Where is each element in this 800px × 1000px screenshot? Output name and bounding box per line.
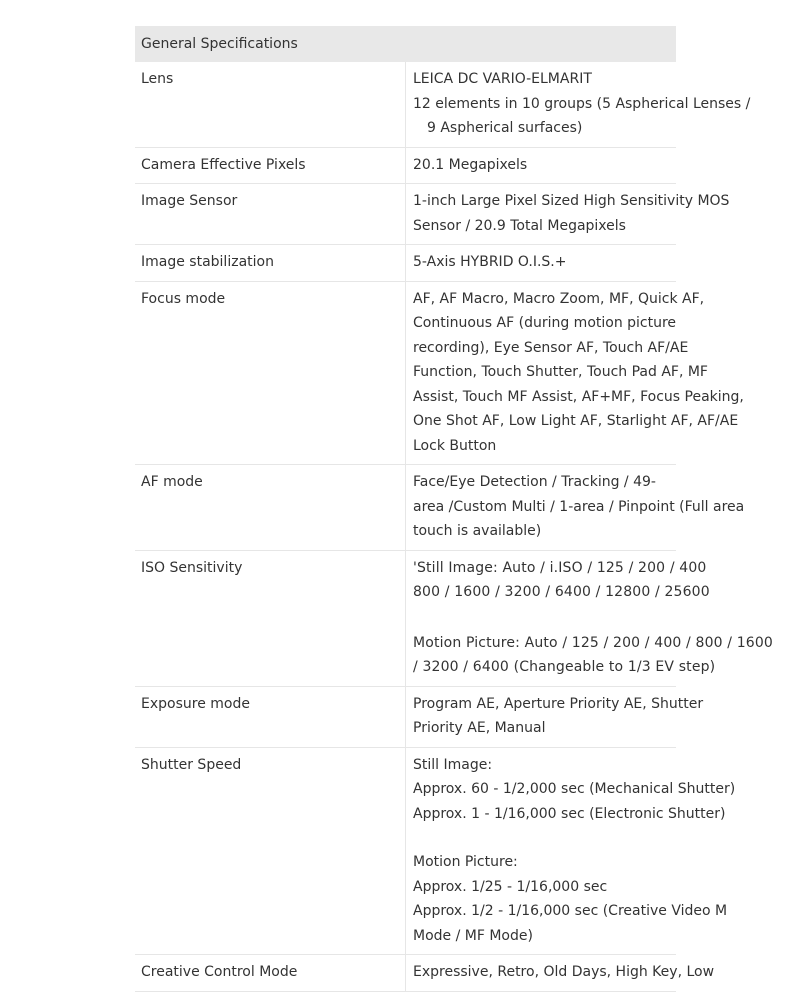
spec-value <box>406 147 677 184</box>
spec-value-line: 5-Axis HYBRID O.I.S.+ <box>413 254 567 270</box>
spec-row-exposure-mode <box>135 686 676 747</box>
spec-value <box>406 747 736 955</box>
spec-value-line: Motion Picture: Auto / 125 / 200 / 400 / 800 / 1600 <box>413 634 773 651</box>
spec-value-line: 20.1 Megapixels <box>413 156 528 173</box>
spec-value <box>406 550 773 686</box>
spec-label: Camera Effective Pixels <box>135 147 406 184</box>
spec-value-line: Lock Button <box>413 437 497 454</box>
spec-value <box>406 184 730 245</box>
spec-value-line: 800 / 1600 / 3200 / 6400 / 12800 / 25600 <box>413 584 710 600</box>
spec-row-lens <box>135 62 676 147</box>
spec-row-focus-mode <box>135 281 676 465</box>
spec-label: Shutter Speed <box>135 747 406 955</box>
spec-value-spacer <box>413 605 676 631</box>
spec-value <box>406 281 744 465</box>
spec-table <box>135 26 773 992</box>
spec-value-line: Assist, Touch MF Assist, AF+MF, Focus Peaking, <box>413 388 744 405</box>
spec-value-line: Face/Eye Detection / Tracking / 49- <box>413 474 656 490</box>
spec-label: Focus mode <box>135 281 406 465</box>
spec-value-line: area /Custom Multi / 1-area / Pinpoint (Full area <box>413 498 745 515</box>
spec-row-iso-sensitivity <box>135 550 676 686</box>
spec-value-line: LEICA DC VARIO-ELMARIT <box>413 71 592 87</box>
spec-row-af-mode <box>135 465 676 551</box>
spec-value-line: 12 elements in 10 groups (5 Aspherical Lenses / <box>413 95 751 112</box>
spec-value-line: Continuous AF (during motion picture <box>413 315 677 331</box>
spec-value <box>406 686 704 747</box>
spec-value-line: Motion Picture: <box>413 854 518 870</box>
spec-value-line: Priority AE, Manual <box>413 720 546 736</box>
spec-value-line: Function, Touch Shutter, Touch Pad AF, MF <box>413 364 708 380</box>
spec-value-line: Approx. 1 - 1/16,000 sec (Electronic Shutter) <box>413 805 726 822</box>
spec-value-line: touch is available) <box>413 523 542 539</box>
spec-value-line: Program AE, Aperture Priority AE, Shutter <box>413 695 704 712</box>
spec-row-creative-control-mode <box>135 955 676 992</box>
spec-value-line: One Shot AF, Low Light AF, Starlight AF, AF/AE <box>413 413 739 429</box>
spec-value-line: Approx. 1/25 - 1/16,000 sec <box>413 878 608 895</box>
spec-label: AF mode <box>135 465 406 551</box>
spec-value-line: 1-inch Large Pixel Sized High Sensitivity MOS <box>413 193 730 209</box>
spec-row-effective-pixels <box>135 147 676 184</box>
spec-value-line: Mode / MF Mode) <box>413 927 533 944</box>
spec-row-shutter-speed <box>135 747 676 955</box>
section-title: General Specifications <box>135 26 676 62</box>
spec-value <box>406 955 715 992</box>
spec-label: Exposure mode <box>135 686 406 747</box>
spec-value-line: recording), Eye Sensor AF, Touch AF/AE <box>413 339 689 356</box>
spec-value-line: Still Image: <box>413 756 493 773</box>
spec-value-line: AF, AF Macro, Macro Zoom, MF, Quick AF, <box>413 290 705 307</box>
spec-value-line: / 3200 / 6400 (Changeable to 1/3 EV step) <box>413 659 716 675</box>
spec-value-line: Approx. 1/2 - 1/16,000 sec (Creative Video M <box>413 903 728 919</box>
spec-label: Image stabilization <box>135 245 406 282</box>
spec-value-line: Sensor / 20.9 Total Megapixels <box>413 217 626 234</box>
spec-label: Lens <box>135 62 406 147</box>
spec-value-line: 9 Aspherical surfaces) <box>427 120 583 136</box>
spec-value-line: Expressive, Retro, Old Days, High Key, Low <box>413 964 715 980</box>
spec-value <box>406 465 745 551</box>
spec-value-line: Approx. 60 - 1/2,000 sec (Mechanical Shutter) <box>413 781 736 797</box>
spec-value-spacer <box>413 826 676 850</box>
spec-row-image-stabilization <box>135 245 676 282</box>
spec-value-line: 'Still Image: Auto / i.ISO / 125 / 200 / 400 <box>413 559 707 576</box>
spec-label: Image Sensor <box>135 184 406 245</box>
spec-label: Creative Control Mode <box>135 955 406 992</box>
spec-value <box>406 62 751 147</box>
section-header-row <box>135 26 676 62</box>
spec-label: ISO Sensitivity <box>135 550 406 686</box>
spec-row-image-sensor <box>135 184 676 245</box>
spec-value <box>406 245 677 282</box>
